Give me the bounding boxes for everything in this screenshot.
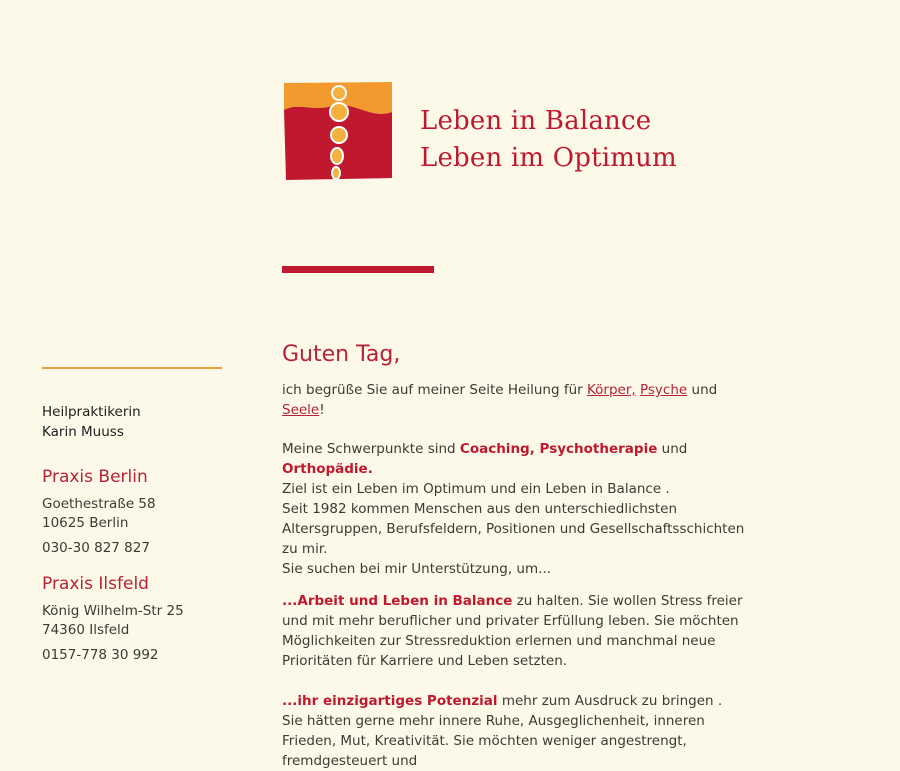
focus-orthopedics: Orthopädie. [282,461,373,477]
potential-highlight: ...ihr einzigartiges Potenzial [282,693,498,709]
intro-and: und [691,382,718,398]
focus-prefix: Meine Schwerpunkte sind [282,441,460,457]
intro-paragraph [282,380,747,420]
potential-paragraph [282,691,747,771]
focus-search: Sie suchen bei mir Unterstützung, um... [282,561,551,577]
practice-ilsfeld-heading: Praxis Ilsfeld [42,574,149,594]
focus-since: Seit 1982 kommen Menschen aus den unterschiedlichsten Altersgruppen, Berufsfeldern, Positionen und Gesellschaftsschichten zu mir. [282,501,745,557]
practice-berlin-address [42,495,242,533]
focus-and: und [657,441,688,457]
link-koerper[interactable]: Körper, [586,382,636,398]
practice-berlin-street: Goethestraße 58 [42,496,156,512]
practice-berlin-city: 10625 Berlin [42,515,129,531]
practitioner-role: Heilpraktikerin [42,404,141,420]
work-balance-text: zu halten. Sie wollen Stress freier und mit mehr beruflicher und privater Erfüllung leben. Sie möchten Möglichkeiten zur Stressreduktion erlernen und manchmal neue Prioritäten für Karriere und Leben setzten. [282,593,743,669]
focus-coaching-psychotherapy: Coaching, Psychotherapie [459,441,658,457]
practice-ilsfeld-phone[interactable]: 0157-778 30 992 [42,647,159,663]
logo-mark-icon [282,80,394,182]
intro-text: ich begrüße Sie auf meiner Seite Heilung für [282,382,587,398]
tagline-optimum: Leben im Optimum [420,143,677,173]
header-divider [282,266,434,273]
page-greeting: Guten Tag, [282,342,401,367]
sidebar-contact [42,367,242,665]
focus-paragraph [282,439,747,579]
main-content [282,340,747,771]
work-balance-highlight: ...Arbeit und Leben in Balance [282,593,513,609]
practitioner-name: Karin Muuss [42,424,124,440]
work-balance-paragraph [282,591,747,671]
practice-berlin-phone[interactable]: 030-30 827 827 [42,540,150,556]
link-seele[interactable]: Seele [282,402,320,418]
intro-suffix: ! [319,402,325,418]
practice-berlin-heading: Praxis Berlin [42,467,148,487]
focus-goal: Ziel ist ein Leben im Optimum und ein Leben in Balance . [282,481,670,497]
practice-ilsfeld-street: König Wilhelm-Str 25 [42,603,184,619]
sidebar-divider [42,367,222,369]
site-logo[interactable] [282,80,682,184]
practitioner-info [42,402,242,442]
practice-ilsfeld-city: 74360 Ilsfeld [42,622,130,638]
potential-text: mehr zum Ausdruck zu bringen . Sie hätten gerne mehr innere Ruhe, Ausgeglichenheit, inneren Frieden, Mut, Kreativität. Sie möchten weniger angestrengt, fremdgesteuert und [282,693,723,769]
practice-ilsfeld-address [42,602,242,640]
link-psyche[interactable]: Psyche [640,382,688,398]
tagline-balance: Leben in Balance [420,106,652,136]
